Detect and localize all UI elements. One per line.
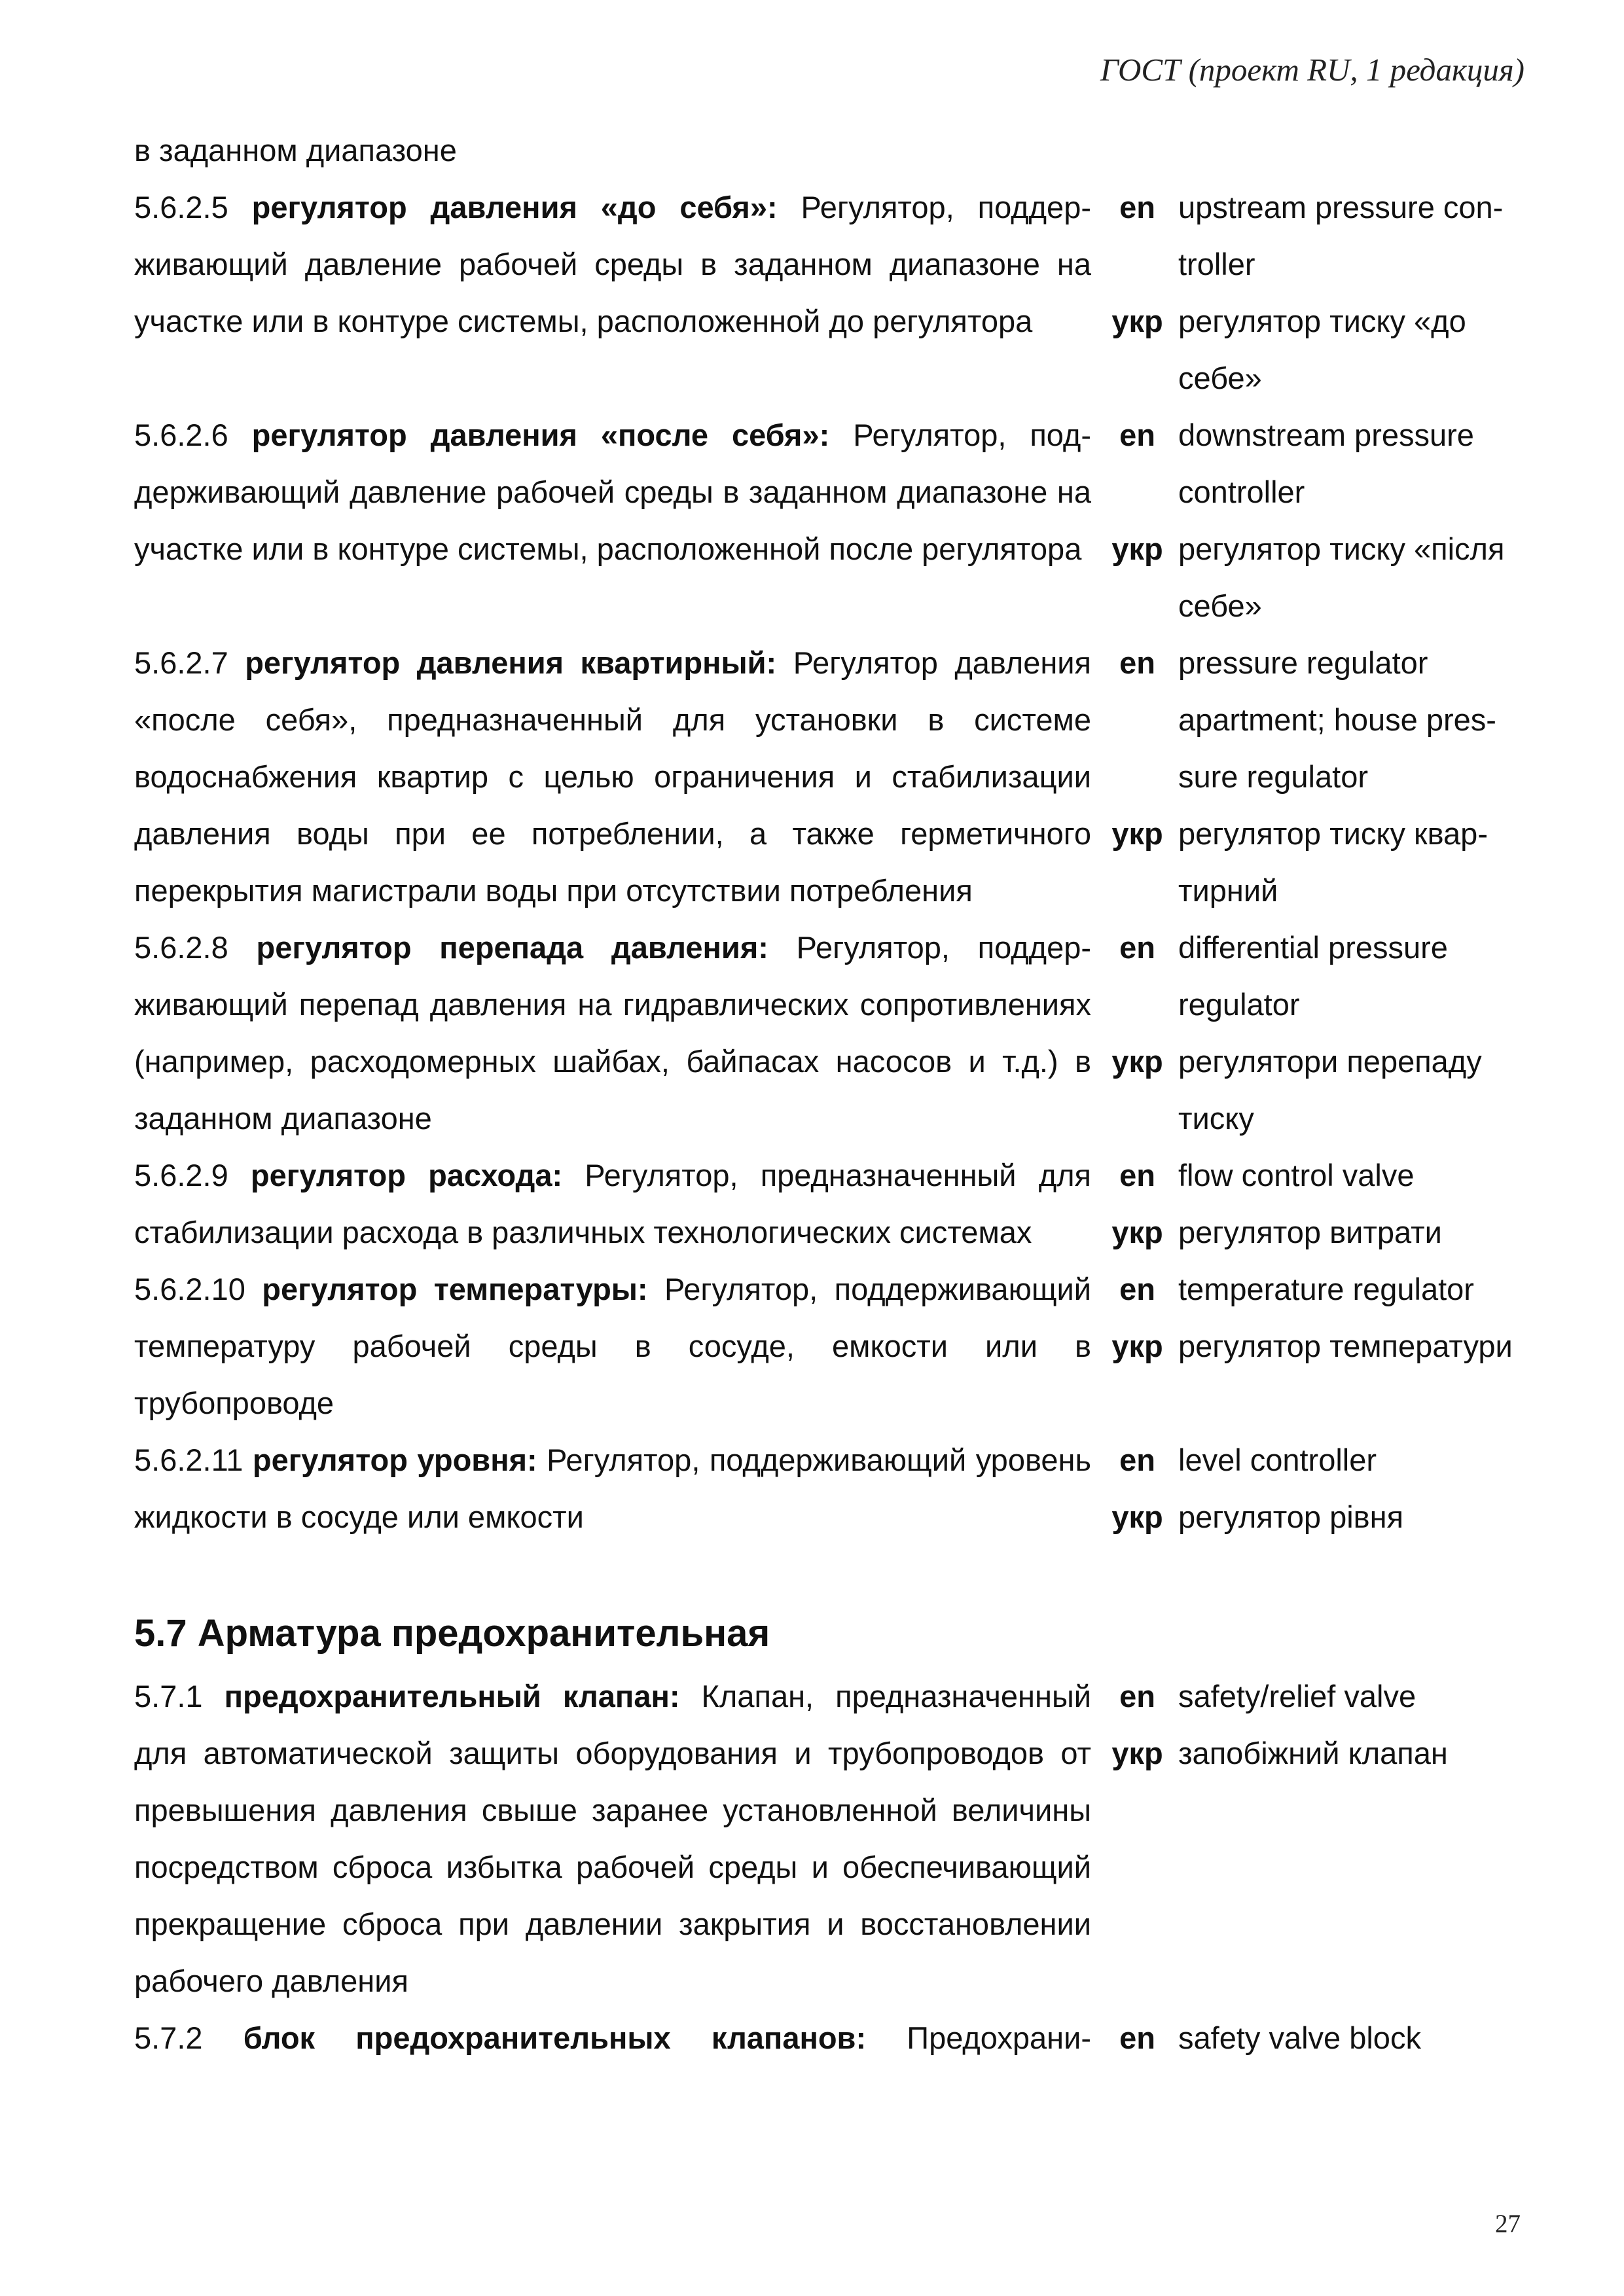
entry-translations [1096, 2009, 1528, 2066]
ukrainian-term: регулятори перепаду тиску [1178, 1044, 1482, 1136]
lang-ukr-label: укр [1111, 1044, 1163, 1079]
entry-number: 5.6.2.6 [134, 418, 228, 452]
lang-en-label: en [1119, 418, 1155, 452]
entry-term: регулятор давления квартирный: [245, 645, 777, 680]
ukrainian-term: регулятор тиску квартирний [1178, 816, 1488, 908]
lang-en-label: en [1119, 645, 1155, 680]
entry-definition [134, 1668, 1096, 2009]
lang-en-label: en [1119, 1272, 1155, 1306]
page-number: 27 [1495, 2210, 1521, 2238]
entry-text: Регулятор давления «после себя», предназначенный для установки в системе водоснабжения квартир с целью ограничения и стабилизации давления воды при ее потреблении, а также герметичного перекрытия магистрали воды при отсутствии потребления [134, 645, 1092, 908]
entry-translations [1096, 406, 1528, 634]
ukrainian-term: регулятор температури [1178, 1329, 1513, 1363]
entry-translations [1096, 1147, 1528, 1261]
english-term: pressure regulator apartment; house pressure regulator [1178, 645, 1496, 794]
entry-5-7-2 [134, 2009, 1528, 2066]
lang-en-label: en [1119, 1679, 1155, 1713]
lang-ukr-label: укр [1111, 304, 1163, 338]
entry-term: регулятор давления «до себя»: [251, 190, 778, 224]
ukrainian-term: запобіжний клапан [1178, 1736, 1448, 1770]
entry-5-6-2-9 [134, 1147, 1528, 1261]
entry-term: регулятор перепада давления: [256, 930, 768, 965]
entry-number: 5.7.2 [134, 2020, 203, 2055]
entry-translations [1096, 634, 1528, 919]
entry-definition [134, 1431, 1096, 1545]
entry-5-6-2-8 [134, 919, 1528, 1147]
english-term: downstream pressure controller [1178, 418, 1474, 509]
lang-en-label: en [1119, 2020, 1155, 2055]
english-term: upstream pressure controller [1178, 190, 1504, 281]
entry-text: Регулятор, поддерживающий давление рабочей среды в заданном диапазоне на участке или в контуре системы, расположенной после регулятора [134, 418, 1091, 566]
entry-definition [134, 1261, 1096, 1431]
entry-definition [134, 406, 1096, 634]
entry-text: Регулятор, поддерживающий уровень жидкости в сосуде или емкости [134, 1443, 1091, 1534]
entry-number: 5.6.2.11 [134, 1443, 244, 1477]
running-header: ГОСТ (проект RU, 1 редакция) [1100, 52, 1525, 88]
ukrainian-term: регулятор тиску «до себе» [1178, 304, 1466, 395]
entry-number: 5.6.2.10 [134, 1272, 245, 1306]
lang-en-label: en [1119, 930, 1155, 965]
entry-number: 5.6.2.7 [134, 645, 228, 680]
entry-translations [1096, 1668, 1528, 2009]
continuation-text: в заданном диапазоне [134, 133, 457, 168]
ukrainian-term: регулятор витрати [1178, 1215, 1442, 1249]
ukrainian-term: регулятор рівня [1178, 1499, 1404, 1534]
entry-text: Регулятор, поддерживающий давление рабочей среды в заданном диапазоне на участке или в контуре системы, расположенной до регулятора [134, 190, 1091, 338]
entry-translations [1096, 179, 1528, 406]
entry-5-6-2-5 [134, 179, 1528, 406]
entry-text: Клапан, предназначенный для автоматической защиты оборудования и трубопроводов от превышения давления свыше заранее установленной величины посредством сброса избытка рабочей среды и обеспечивающий прекращение сброса при давлении закрытия и восстановлении рабочего давления [134, 1679, 1091, 1998]
lang-en-label: en [1119, 190, 1155, 224]
lang-en-label: en [1119, 1158, 1155, 1193]
english-term: safety valve block [1178, 2020, 1421, 2055]
entry-5-7-1 [134, 1668, 1528, 2009]
english-term: level controller [1178, 1443, 1377, 1477]
entry-term: регулятор температуры: [262, 1272, 648, 1306]
entry-term: предохранительный клапан: [224, 1679, 680, 1713]
lang-ukr-label: укр [1111, 1736, 1163, 1770]
entry-translations [1096, 1431, 1528, 1545]
entry-definition [134, 634, 1096, 919]
entry-definition [134, 2009, 1096, 2066]
entry-text: Предохрани- [907, 2020, 1091, 2055]
english-term: flow control valve [1178, 1158, 1415, 1193]
entry-5-6-2-7 [134, 634, 1528, 919]
entry-number: 5.6.2.5 [134, 190, 228, 224]
entry-text: Регулятор, поддерживающий перепад давления на гидравлических сопротивлениях (например, расходомерных шайбах, байпасах насосов и т.д.) в заданном диапазоне [134, 930, 1092, 1136]
lang-ukr-label: укр [1111, 1499, 1163, 1534]
entry-text: Регулятор, предназначенный для стабилизации расхода в различных технологических системах [134, 1158, 1092, 1249]
document-body [134, 122, 1528, 2066]
lang-en-label: en [1119, 1443, 1155, 1477]
ukrainian-term: регулятор тиску «після себе» [1178, 531, 1505, 623]
entry-text: Регулятор, поддерживающий температуру рабочей среды в сосуде, емкости или в трубопроводе [134, 1272, 1091, 1420]
entry-term: регулятор расхода: [250, 1158, 563, 1193]
english-term: differential pressure regulator [1178, 930, 1448, 1022]
english-term: safety/relief valve [1178, 1679, 1416, 1713]
lang-ukr-label: укр [1111, 531, 1163, 566]
section-heading: 5.7 Арматура предохранительная [134, 1612, 770, 1655]
entry-term: регулятор давления «после себя»: [251, 418, 830, 452]
entry-5-6-2-11 [134, 1431, 1528, 1545]
lang-ukr-label: укр [1111, 1329, 1163, 1363]
entry-translations [1096, 1261, 1528, 1431]
entry-definition [134, 179, 1096, 406]
entry-term: блок предохранительных клапанов: [243, 2020, 867, 2055]
entry-number: 5.7.1 [134, 1679, 203, 1713]
entry-definition [134, 919, 1096, 1147]
entry-definition [134, 1147, 1096, 1261]
entry-translations [1096, 919, 1528, 1147]
lang-ukr-label: укр [1111, 1215, 1163, 1249]
lang-ukr-label: укр [1111, 816, 1163, 851]
entry-number: 5.6.2.9 [134, 1158, 228, 1193]
entry-term: регулятор уровня: [252, 1443, 537, 1477]
english-term: temperature regulator [1178, 1272, 1474, 1306]
entry-5-6-2-6 [134, 406, 1528, 634]
entry-5-6-2-10 [134, 1261, 1528, 1431]
entry-number: 5.6.2.8 [134, 930, 228, 965]
